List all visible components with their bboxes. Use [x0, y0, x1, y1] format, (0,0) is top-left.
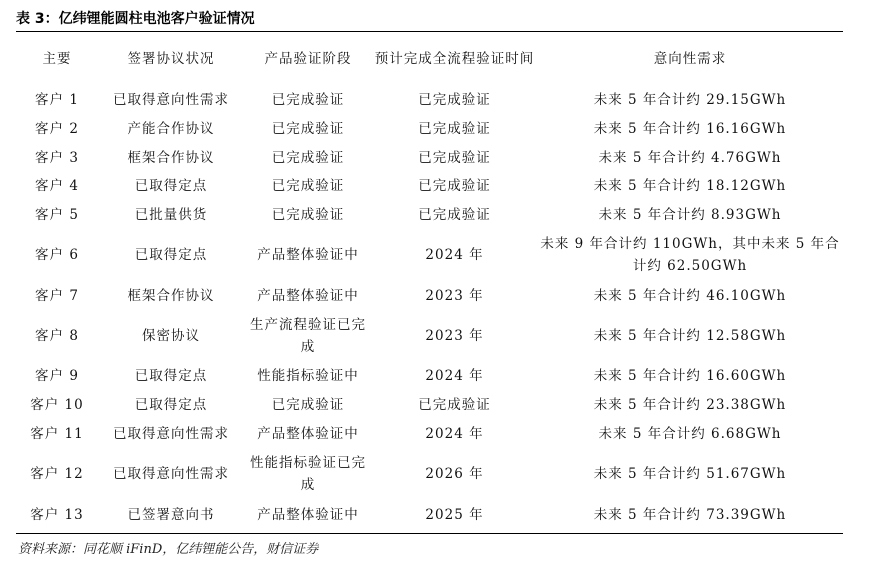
- table-row: [16, 143, 843, 172]
- cell-customer: 客户 3: [35, 149, 79, 166]
- cell-validation-stage: 生产流程验证已完成: [250, 317, 366, 356]
- cell-customer: 客户 11: [30, 425, 84, 442]
- cell-validation-stage: 已完成验证: [271, 149, 345, 166]
- header-validation-stage: 产品验证阶段: [264, 51, 352, 67]
- table-title: 表 3：亿纬锂能圆柱电池客户验证情况: [16, 11, 255, 27]
- table-row: [16, 420, 843, 449]
- cell-agreement: 已签署意向书: [127, 506, 215, 523]
- cell-demand: 未来 5 年合计约 23.38GWh: [593, 397, 787, 414]
- cell-demand: 未来 5 年合计约 73.39GWh: [593, 506, 787, 523]
- header-agreement: 签署协议状况: [127, 51, 215, 67]
- cell-customer: 客户 5: [35, 207, 79, 224]
- cell-agreement: 已取得定点: [134, 368, 208, 385]
- cell-completion-time: 2023 年: [425, 287, 484, 304]
- cell-completion-time: 已完成验证: [418, 92, 491, 109]
- cell-agreement: 框架合作协议: [127, 149, 215, 166]
- cell-demand: 未来 5 年合计约 6.68GWh: [598, 425, 782, 442]
- table-row: [16, 500, 843, 529]
- cell-demand: 未来 5 年合计约 8.93GWh: [598, 207, 782, 224]
- cell-validation-stage: 已完成验证: [271, 92, 345, 109]
- cell-validation-stage: 性能指标验证中: [257, 368, 359, 385]
- cell-demand: 未来 9 年合计约 110GWh，其中未来 5 年合计约 62.50GWh: [540, 236, 840, 275]
- cell-customer: 客户 8: [35, 328, 79, 345]
- cell-validation-stage: 产品整体验证中: [257, 247, 359, 264]
- bottom-rule: [16, 533, 843, 534]
- cell-completion-time: 2024 年: [425, 247, 484, 264]
- cell-agreement: 已取得定点: [134, 397, 208, 414]
- cell-agreement: 框架合作协议: [127, 287, 215, 304]
- cell-agreement: 已批量供货: [134, 207, 208, 224]
- table-row: [16, 172, 843, 201]
- cell-customer: 客户 2: [35, 121, 79, 138]
- cell-completion-time: 2024 年: [425, 425, 484, 442]
- table-row: [16, 86, 843, 115]
- cell-agreement: 已取得意向性需求: [113, 425, 229, 442]
- cell-agreement: 已取得意向性需求: [113, 92, 229, 109]
- cell-completion-time: 已完成验证: [418, 121, 491, 138]
- cell-completion-time: 2024 年: [425, 368, 484, 385]
- table-row: [16, 391, 843, 420]
- cell-agreement: 已取得定点: [134, 178, 208, 195]
- cell-completion-time: 2026 年: [425, 466, 484, 483]
- cell-agreement: 保密协议: [142, 328, 200, 345]
- cell-completion-time: 已完成验证: [418, 178, 491, 195]
- cell-completion-time: 2025 年: [425, 506, 484, 523]
- cell-completion-time: 已完成验证: [418, 397, 491, 414]
- cell-validation-stage: 已完成验证: [271, 121, 345, 138]
- cell-completion-time: 已完成验证: [418, 149, 491, 166]
- cell-customer: 客户 13: [30, 506, 84, 523]
- cell-validation-stage: 已完成验证: [271, 178, 345, 195]
- cell-validation-stage: 性能指标验证已完成: [250, 455, 366, 494]
- cell-agreement: 产能合作协议: [127, 121, 215, 138]
- cell-customer: 客户 1: [35, 92, 79, 109]
- cell-demand: 未来 5 年合计约 4.76GWh: [598, 149, 782, 166]
- cell-demand: 未来 5 年合计约 16.16GWh: [593, 121, 787, 138]
- table-row: [16, 115, 843, 144]
- table-row: [16, 229, 843, 281]
- header-customer: 主要: [42, 51, 72, 67]
- cell-agreement: 已取得意向性需求: [113, 466, 229, 483]
- cell-demand: 未来 5 年合计约 29.15GWh: [593, 92, 787, 109]
- source-note: 资料来源：同花顺 iFinD，亿纬锂能公告，财信证券: [18, 542, 319, 557]
- table-row: [16, 448, 843, 500]
- cell-completion-time: 已完成验证: [418, 207, 491, 224]
- cell-demand: 未来 5 年合计约 16.60GWh: [593, 368, 787, 385]
- table-row: [16, 310, 843, 362]
- cell-customer: 客户 10: [30, 397, 84, 414]
- table-row: [16, 201, 843, 230]
- cell-validation-stage: 产品整体验证中: [257, 425, 359, 442]
- customer-validation-table: [16, 32, 843, 529]
- cell-validation-stage: 产品整体验证中: [257, 287, 359, 304]
- cell-validation-stage: 已完成验证: [271, 207, 345, 224]
- cell-customer: 客户 4: [35, 178, 79, 195]
- cell-demand: 未来 5 年合计约 51.67GWh: [593, 466, 787, 483]
- header-row: [16, 32, 843, 86]
- table-row: [16, 281, 843, 310]
- header-completion-time: 预计完成全流程验证时间: [374, 51, 535, 67]
- cell-customer: 客户 6: [35, 247, 79, 264]
- cell-validation-stage: 产品整体验证中: [257, 506, 359, 523]
- cell-demand: 未来 5 年合计约 12.58GWh: [593, 328, 787, 345]
- cell-demand: 未来 5 年合计约 18.12GWh: [593, 178, 787, 195]
- cell-demand: 未来 5 年合计约 46.10GWh: [593, 287, 787, 304]
- header-demand: 意向性需求: [653, 51, 727, 67]
- cell-completion-time: 2023 年: [425, 328, 484, 345]
- cell-validation-stage: 已完成验证: [271, 397, 345, 414]
- cell-customer: 客户 12: [30, 466, 84, 483]
- cell-agreement: 已取得定点: [134, 247, 208, 264]
- cell-customer: 客户 9: [35, 368, 79, 385]
- table-row: [16, 362, 843, 391]
- cell-customer: 客户 7: [35, 287, 79, 304]
